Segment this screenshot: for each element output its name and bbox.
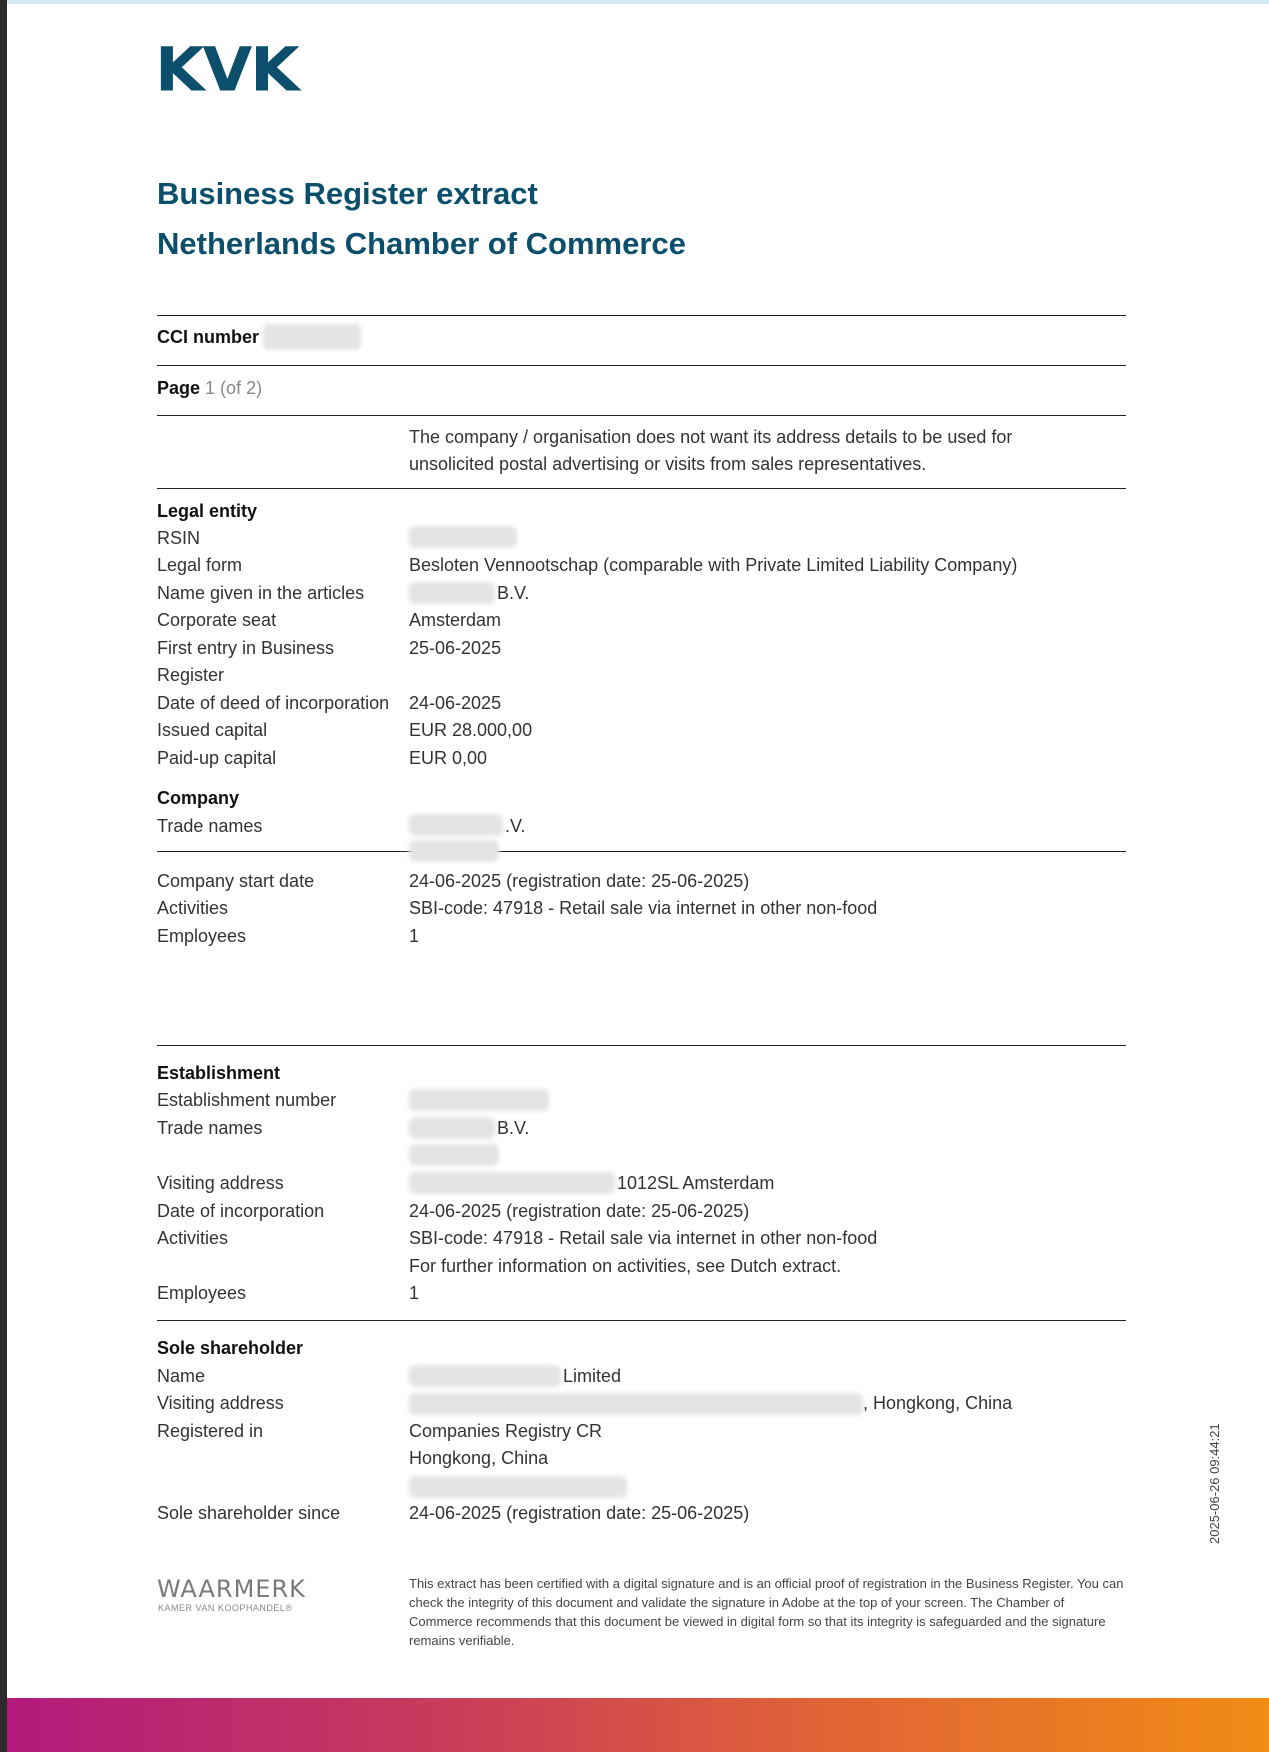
company-trade-names-label: Trade names (157, 816, 263, 836)
shareholder-since-value: 24-06-2025 (registration date: 25-06-2025) (409, 1503, 750, 1523)
shareholder-address-value: , Hongkong, China (863, 1393, 1013, 1413)
page-indicator (157, 375, 262, 402)
rsin-label: RSIN (157, 528, 201, 548)
incorporation-date-label: Date of incorporation (157, 1201, 325, 1221)
notice-line-1: The company / organisation does not want its address details to be used for (409, 427, 1013, 447)
company-employees-label: Employees (157, 926, 247, 946)
redacted-company-name (409, 582, 495, 604)
establishment-trade-names-label: Trade names (157, 1118, 263, 1138)
divider (157, 315, 1126, 316)
establishment-activities-label: Activities (157, 1228, 229, 1248)
shareholder-name-value: Limited (563, 1366, 622, 1386)
shareholder-heading: Sole shareholder (157, 1338, 304, 1358)
shareholder-name-label: Name (157, 1366, 206, 1386)
paid-capital-value: EUR 0,00 (409, 748, 488, 768)
first-entry-value: 25-06-2025 (409, 638, 502, 658)
shareholder-address-label: Visiting address (157, 1393, 284, 1413)
issued-capital-label: Issued capital (157, 720, 268, 740)
redacted-cci-number (263, 324, 361, 350)
redacted-trade-name (409, 1117, 495, 1139)
divider (157, 1045, 1126, 1046)
redacted-street-address (409, 1172, 615, 1194)
deed-date-label: Date of deed of incorporation (157, 693, 390, 713)
company-employees-value: 1 (409, 926, 420, 946)
corporate-seat-value: Amsterdam (409, 610, 502, 630)
notice-line-2: unsolicited postal advertising or visits from sales representatives. (409, 454, 927, 474)
incorporation-date-value: 24-06-2025 (registration date: 25-06-2025) (409, 1201, 750, 1221)
legal-form-label: Legal form (157, 555, 243, 575)
corporate-seat-label: Corporate seat (157, 610, 277, 630)
document-page (7, 4, 1269, 1752)
redacted-trade-name (409, 814, 503, 836)
redacted-establishment-number (409, 1089, 549, 1111)
registered-in-location: Hongkong, China (409, 1448, 549, 1468)
establishment-employees-value: 1 (409, 1283, 420, 1303)
waarmerk-subtitle: KAMER VAN KOOPHANDEL® (158, 1603, 293, 1613)
divider (157, 488, 1126, 489)
legal-form-value: Besloten Vennootschap (comparable with Private Limited Liability Company) (409, 555, 1018, 575)
issued-capital-value: EUR 28.000,00 (409, 720, 533, 740)
document-subtitle: Netherlands Chamber of Commerce (157, 226, 686, 261)
registered-in-value: Companies Registry CR (409, 1421, 603, 1441)
divider (157, 1320, 1126, 1321)
first-entry-label-cont: Register (157, 665, 225, 685)
establishment-activities-note: For further information on activities, see Dutch extract. (409, 1256, 842, 1276)
company-start-value: 24-06-2025 (registration date: 25-06-2025) (409, 871, 750, 891)
signature-timestamp: 2025-06-26 09:44:21 (1207, 1423, 1222, 1544)
articles-name-value: B.V. (497, 583, 530, 603)
establishment-heading: Establishment (157, 1063, 281, 1083)
shareholder-since-label: Sole shareholder since (157, 1503, 341, 1523)
document-title: Business Register extract (157, 176, 538, 211)
redacted-shareholder-address (409, 1393, 863, 1415)
redacted-trade-name-2 (409, 1144, 499, 1166)
company-activities-label: Activities (157, 898, 229, 918)
legal-entity-heading: Legal entity (157, 501, 258, 521)
first-entry-label: First entry in Business (157, 638, 335, 658)
redacted-shareholder-name (409, 1365, 561, 1387)
waarmerk-logo: WAARMERK (157, 1575, 306, 1603)
certification-text: This extract has been certified with a digital signature and is an official proof of registration in the Business Register. You can check the integrity of this document and validate the signature in Adobe at the top of your screen. The Chamber of Commerce recommends that this document be viewed in digital form so that its integrity is safeguarded and the signature remains verifiable. (409, 1576, 1124, 1648)
company-start-label: Company start date (157, 871, 315, 891)
deed-date-value: 24-06-2025 (409, 693, 502, 713)
page-value: 1 (of 2) (205, 378, 263, 398)
establishment-employees-label: Employees (157, 1283, 247, 1303)
window-left-border (0, 0, 7, 1752)
redacted-registration-number (409, 1476, 627, 1498)
page-label: Page (157, 378, 201, 398)
visiting-address-label: Visiting address (157, 1173, 284, 1193)
registered-in-label: Registered in (157, 1421, 264, 1441)
cci-number-label: CCI number (157, 327, 260, 347)
company-trade-names-value: .V. (505, 816, 526, 836)
divider (157, 365, 1126, 366)
visiting-address-value: 1012SL Amsterdam (617, 1173, 775, 1193)
redacted-rsin (409, 526, 517, 548)
company-activities-value: SBI-code: 47918 - Retail sale via internet in other non-food (409, 898, 878, 918)
company-heading: Company (157, 788, 240, 808)
paid-capital-label: Paid-up capital (157, 748, 277, 768)
establishment-trade-names-value: B.V. (497, 1118, 530, 1138)
articles-name-label: Name given in the articles (157, 583, 365, 603)
establishment-activities-value: SBI-code: 47918 - Retail sale via internet in other non-food (409, 1228, 878, 1248)
redacted-trade-name-2 (409, 840, 499, 862)
establishment-number-label: Establishment number (157, 1090, 337, 1110)
kvk-logo: KVK (155, 35, 298, 106)
brand-gradient-bar (7, 1698, 1269, 1752)
divider (157, 851, 1126, 852)
divider (157, 415, 1126, 416)
